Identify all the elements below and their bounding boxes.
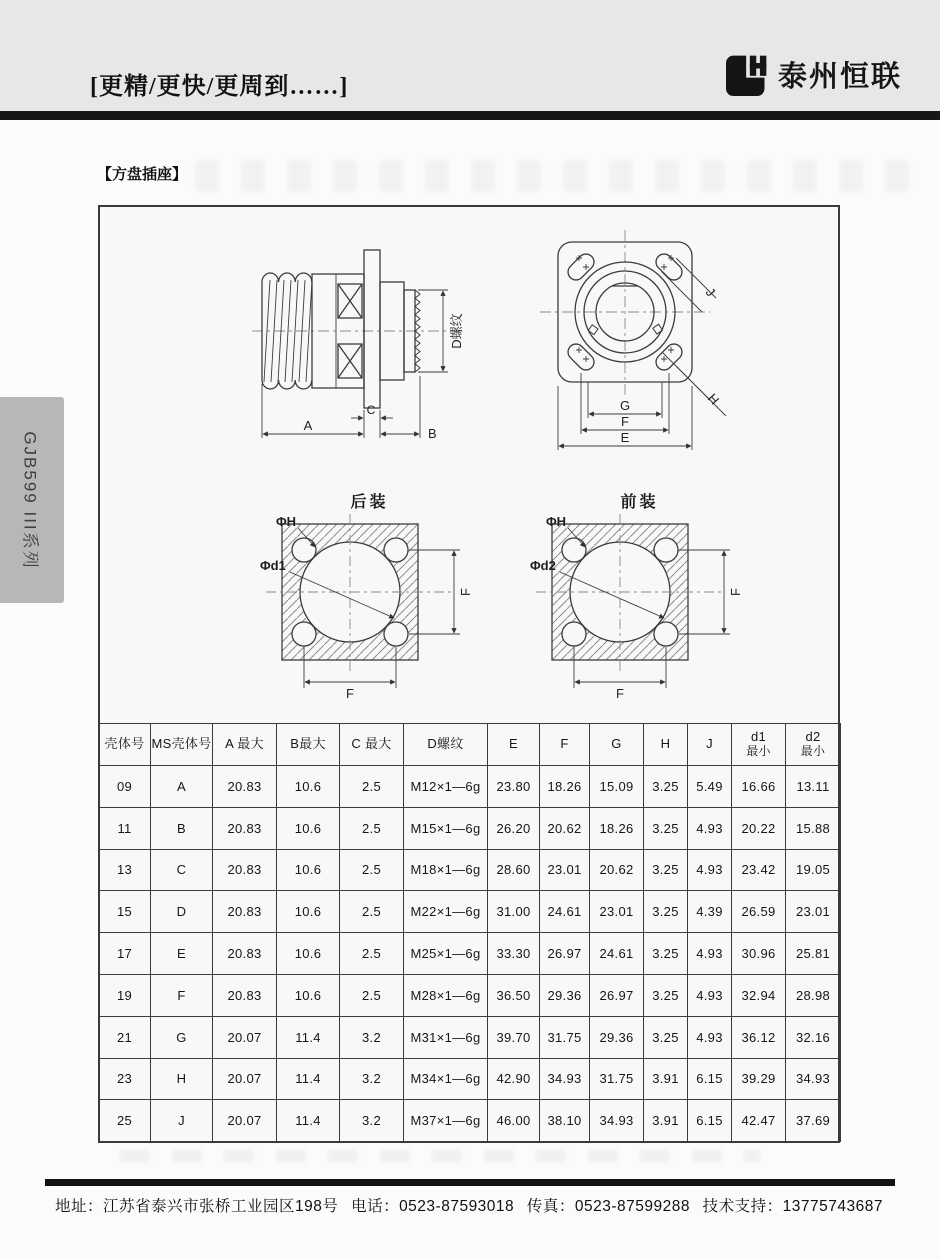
table-cell: 32.16 [786,1016,841,1058]
table-cell: 4.39 [688,891,732,933]
table-cell: M12×1—6g [404,766,488,808]
table-cell: M15×1—6g [404,807,488,849]
table-cell: 13 [99,849,151,891]
table-row [99,766,841,808]
table-row [99,1058,841,1100]
dim-h-label: H [704,390,723,408]
section-title: 【方盘插座】 [97,166,188,183]
table-cell: 17 [99,933,151,975]
column-header: B最大 [277,724,340,766]
table-cell: E [151,933,213,975]
dim-b-label: B [428,426,437,441]
column-header: D螺纹 [404,724,488,766]
table-cell: 3.91 [644,1100,688,1142]
brand-block [726,52,902,96]
table-cell: 18.26 [590,807,644,849]
table-cell: 4.93 [688,807,732,849]
table-cell: 38.10 [540,1100,590,1142]
dim-f-vertical-label: F [728,588,743,596]
dim-f-horizontal-label: F [616,686,624,701]
table-cell: 11 [99,807,151,849]
table-cell: 3.2 [340,1016,404,1058]
dim-j-label: J [702,284,719,300]
table-cell: 2.5 [340,807,404,849]
rear-mount-drawing [252,510,487,702]
table-row [99,891,841,933]
table-cell: 39.29 [732,1058,786,1100]
table-cell: 20.07 [213,1100,277,1142]
serration-teeth [415,290,420,372]
table-cell: J [151,1100,213,1142]
table-cell: 42.47 [732,1100,786,1142]
table-cell: 20.83 [213,974,277,1016]
table-cell: 10.6 [277,891,340,933]
table-cell: 46.00 [488,1100,540,1142]
table-cell: M31×1—6g [404,1016,488,1058]
dim-j-leader [662,258,719,312]
spec-table-body [99,766,841,1142]
footer-support: 技术支持：13775743687 [702,1198,883,1215]
table-cell: 23 [99,1058,151,1100]
dim-f-vertical-label: F [458,588,473,596]
table-cell: M34×1—6g [404,1058,488,1100]
table-cell: 3.25 [644,807,688,849]
table-row [99,849,841,891]
table-cell: 32.94 [732,974,786,1016]
dim-f-label: F [621,414,629,429]
column-header: G [590,724,644,766]
table-cell: 29.36 [540,974,590,1016]
table-cell: 5.49 [688,766,732,808]
column-header: H [644,724,688,766]
table-cell: M37×1—6g [404,1100,488,1142]
column-header: A 最大 [213,724,277,766]
table-cell: 11.4 [277,1058,340,1100]
dim-h-leader [662,352,726,416]
table-cell: 3.25 [644,1016,688,1058]
sidebar-series-tab [0,397,64,603]
table-cell: 34.93 [786,1058,841,1100]
rear-mount-title: 后装 [350,494,389,511]
footer-fax: 传真：0523-87599288 [526,1198,690,1215]
side-view-drawing [250,238,482,450]
table-cell: 3.25 [644,974,688,1016]
table-cell: 11.4 [277,1016,340,1058]
table-cell: 37.69 [786,1100,841,1142]
table-cell: 26.59 [732,891,786,933]
column-header: MS壳体号 [151,724,213,766]
table-cell: C [151,849,213,891]
table-cell: 23.80 [488,766,540,808]
table-cell: 39.70 [488,1016,540,1058]
header-divider-bar [0,111,940,120]
dim-f-horizontal-label: F [346,686,354,701]
table-row [99,807,841,849]
spec-table-wrap [98,723,840,1143]
table-cell: 34.93 [540,1058,590,1100]
table-cell: 4.93 [688,933,732,975]
column-header: E [488,724,540,766]
dim-c-label: C [366,403,376,417]
table-cell: 15.09 [590,766,644,808]
table-cell: 20.22 [732,807,786,849]
dim-e-label: E [620,430,630,445]
table-cell: 3.2 [340,1058,404,1100]
table-cell: 3.25 [644,849,688,891]
table-cell: 18.26 [540,766,590,808]
footer-phone: 电话：0523-87593018 [351,1198,515,1215]
column-header: d2 最小 [786,724,841,766]
table-row [99,933,841,975]
table-cell: 4.93 [688,1016,732,1058]
footer-divider-bar [45,1179,895,1186]
table-cell: 3.91 [644,1058,688,1100]
table-cell: 13.11 [786,766,841,808]
table-cell: 10.6 [277,974,340,1016]
table-cell: 10.6 [277,807,340,849]
table-cell: 25 [99,1100,151,1142]
d-thread-label: D螺纹 [449,313,464,349]
table-cell: B [151,807,213,849]
table-cell: M22×1—6g [404,891,488,933]
table-cell: 2.5 [340,933,404,975]
table-cell: 19.05 [786,849,841,891]
bore-diameter-label: Φd1 [260,558,286,573]
table-cell: 4.93 [688,974,732,1016]
table-cell: 31.75 [590,1058,644,1100]
bore-diameter-label: Φd2 [530,558,556,573]
table-cell: 31.75 [540,1016,590,1058]
table-cell: G [151,1016,213,1058]
table-row [99,974,841,1016]
table-cell: 33.30 [488,933,540,975]
table-cell: 11.4 [277,1100,340,1142]
table-cell: 6.15 [688,1100,732,1142]
table-cell: M28×1—6g [404,974,488,1016]
table-cell: 20.83 [213,891,277,933]
hole-diameter-label: ΦH [276,514,297,529]
table-cell: 24.61 [590,933,644,975]
table-cell: 36.12 [732,1016,786,1058]
table-cell: 2.5 [340,974,404,1016]
table-cell: 16.66 [732,766,786,808]
table-cell: M25×1—6g [404,933,488,975]
dim-a [262,384,364,438]
table-cell: 20.83 [213,933,277,975]
table-cell: 28.98 [786,974,841,1016]
flange [364,250,380,408]
hole-diameter-label: ΦH [546,514,567,529]
table-cell: 09 [99,766,151,808]
column-header: F [540,724,590,766]
header-slogan: [更精/更快/更周到……] [90,74,349,100]
watermark-smudge [195,160,910,192]
table-cell: 15.88 [786,807,841,849]
column-header: 壳体号 [99,724,151,766]
table-cell: 20.07 [213,1016,277,1058]
table-cell: 2.5 [340,766,404,808]
table-cell: 23.42 [732,849,786,891]
table-cell: 26.97 [540,933,590,975]
table-cell: 24.61 [540,891,590,933]
front-mount-drawing [522,510,757,702]
table-cell: 15 [99,891,151,933]
spec-table [98,723,841,1142]
dim-g-label: G [619,398,631,413]
table-cell: 10.6 [277,766,340,808]
column-header: d1 最小 [732,724,786,766]
flange-front-view-drawing [530,228,742,460]
table-cell: 2.5 [340,849,404,891]
table-cell: 10.6 [277,933,340,975]
table-cell: 3.25 [644,933,688,975]
table-cell: 29.36 [590,1016,644,1058]
table-cell: 36.50 [488,974,540,1016]
sidebar-series-label: GJB599 III系列 [20,430,40,570]
front-mount-title: 前装 [620,494,659,511]
table-cell: 31.00 [488,891,540,933]
brand-name: 泰州恒联 [777,60,902,93]
table-cell: 21 [99,1016,151,1058]
table-cell: 3.25 [644,891,688,933]
page-header [0,0,940,111]
table-cell: 23.01 [786,891,841,933]
watermark-smudge [120,1150,760,1162]
dim-b [381,376,420,438]
table-cell: 30.96 [732,933,786,975]
table-cell: 26.97 [590,974,644,1016]
table-cell: 42.90 [488,1058,540,1100]
table-cell: M18×1—6g [404,849,488,891]
footer-address: 地址：江苏省泰兴市张桥工业园区198号 [55,1198,339,1215]
table-cell: H [151,1058,213,1100]
table-cell: 10.6 [277,849,340,891]
dim-a-label: A [303,418,313,433]
table-cell: 2.5 [340,891,404,933]
table-cell: 20.62 [540,807,590,849]
lh-logo-icon [726,52,770,96]
table-cell: 26.20 [488,807,540,849]
table-cell: F [151,974,213,1016]
table-cell: 6.15 [688,1058,732,1100]
table-cell: 20.83 [213,766,277,808]
table-cell: 4.93 [688,849,732,891]
column-header: C 最大 [340,724,404,766]
table-cell: 3.2 [340,1100,404,1142]
footer [55,1194,883,1216]
table-row [99,1100,841,1142]
table-cell: 20.83 [213,849,277,891]
table-cell: 3.25 [644,766,688,808]
table-cell: 23.01 [590,891,644,933]
table-cell: 34.93 [590,1100,644,1142]
spec-table-head [99,724,841,766]
spec-table-header-row [99,724,841,766]
table-cell: 20.62 [590,849,644,891]
table-cell: 20.07 [213,1058,277,1100]
table-cell: 19 [99,974,151,1016]
table-cell: D [151,891,213,933]
table-cell: 28.60 [488,849,540,891]
table-cell: 20.83 [213,807,277,849]
table-cell: A [151,766,213,808]
table-row [99,1016,841,1058]
column-header: J [688,724,732,766]
table-cell: 25.81 [786,933,841,975]
table-cell: 23.01 [540,849,590,891]
